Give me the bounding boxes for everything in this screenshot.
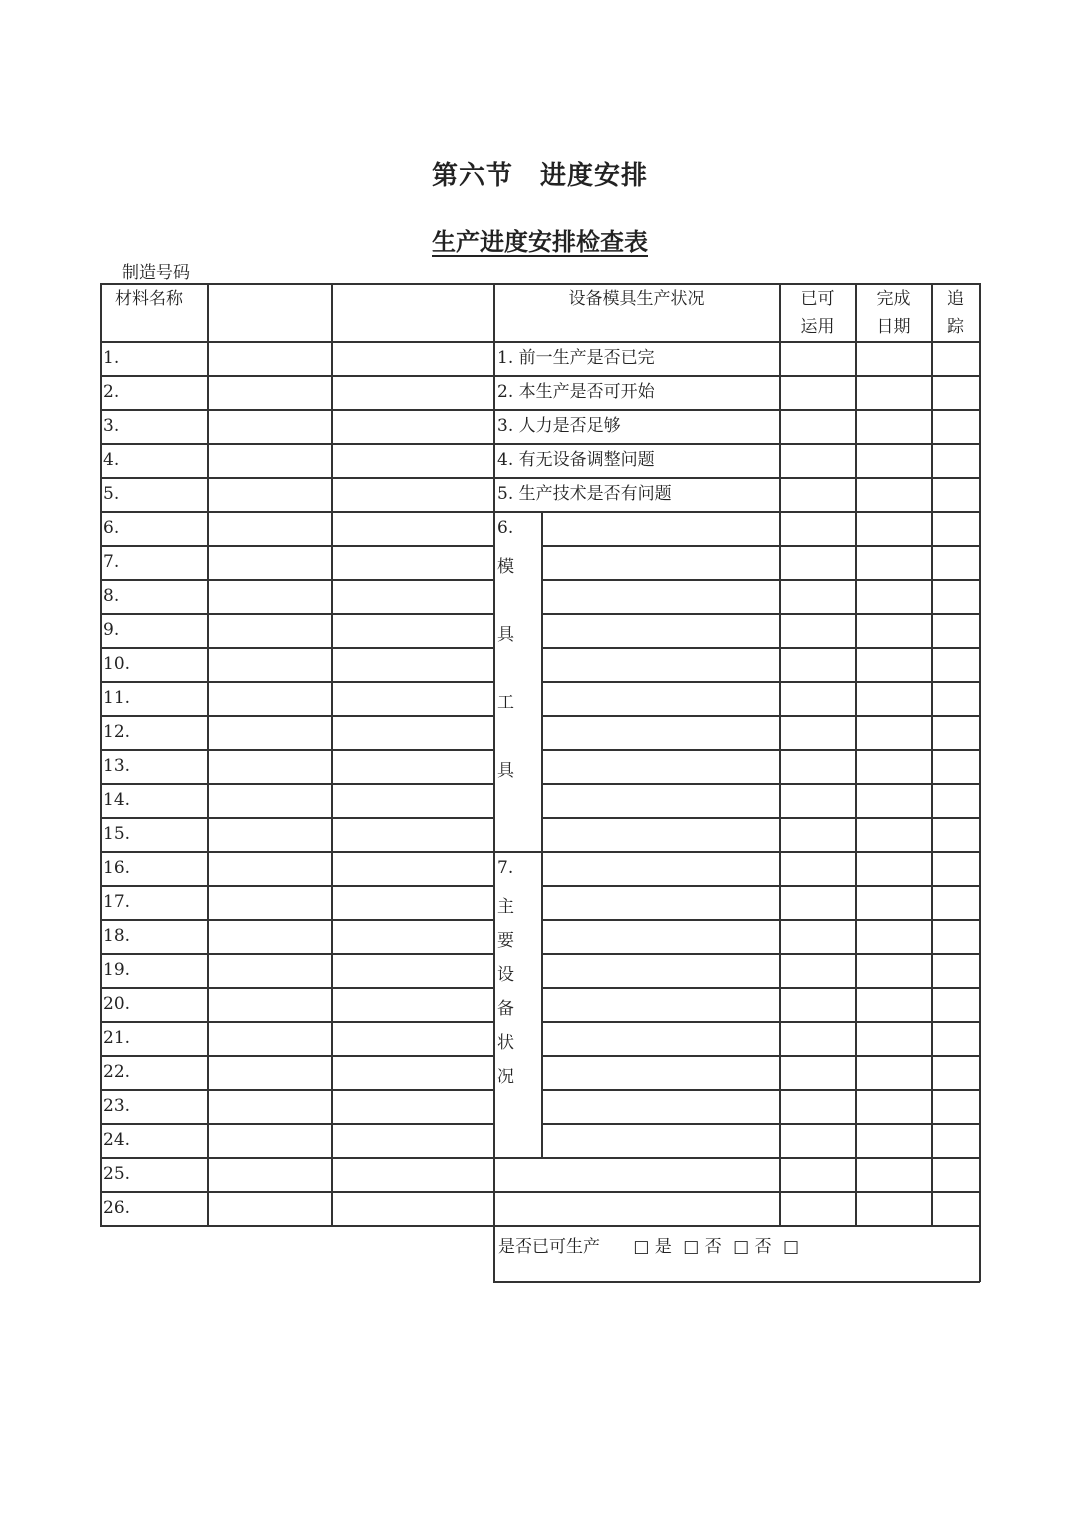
grid-line [100, 1089, 494, 1091]
mold-tools-label-char: 具 [497, 625, 514, 645]
grid-line [100, 1055, 494, 1057]
row-number: 12. [103, 722, 131, 742]
row-number: 23. [103, 1096, 131, 1116]
mfg-number-label: 制造号码 [122, 263, 190, 283]
grid-line [100, 749, 494, 751]
grid-line [100, 613, 494, 615]
row-number: 5. [103, 484, 120, 504]
row-number: 6. [103, 518, 120, 538]
grid-line [207, 283, 209, 1226]
row-number: 21. [103, 1028, 131, 1048]
mold-tools-label-char: 模 [497, 557, 514, 577]
grid-line [493, 283, 495, 1282]
production-ready-row [498, 1232, 805, 1257]
row-number: 8. [103, 586, 120, 606]
grid-line [100, 885, 494, 887]
row-number: 7. [103, 552, 120, 572]
row-number: 24. [103, 1130, 131, 1150]
grid-line [855, 283, 857, 1226]
header-material-name: 材料名称 [115, 289, 183, 309]
grid-line [331, 283, 333, 1226]
grid-line [541, 545, 980, 547]
grid-line [541, 1055, 980, 1057]
grid-line [541, 885, 980, 887]
grid-line [100, 1225, 980, 1227]
grid-line [100, 681, 494, 683]
row-number: 11. [103, 688, 131, 708]
grid-line [541, 715, 980, 717]
header-completion-1: 完成 [876, 289, 911, 309]
grid-line [541, 987, 980, 989]
grid-line [100, 919, 494, 921]
mold-tools-label-char: 6. [497, 518, 514, 538]
row-number: 2. [103, 382, 120, 402]
grid-line [541, 919, 980, 921]
grid-line [541, 613, 980, 615]
row-number: 26. [103, 1198, 131, 1218]
check-item: 4. 有无设备调整问题 [497, 450, 655, 470]
option-no-checkbox[interactable]: □ 否 [683, 1237, 722, 1257]
header-available-2: 运用 [800, 317, 835, 337]
grid-line [100, 545, 494, 547]
equipment-label-char: 要 [497, 931, 514, 951]
table-left-border [100, 283, 102, 1226]
check-item: 1. 前一生产是否已完 [497, 348, 655, 368]
option-yes-checkbox[interactable]: □ 是 [633, 1237, 672, 1257]
table-right-border [979, 283, 981, 1282]
grid-line [100, 477, 980, 479]
row-number: 3. [103, 416, 120, 436]
grid-line [100, 715, 494, 717]
table-top-border [100, 283, 980, 285]
grid-line [100, 1123, 494, 1125]
grid-line [541, 1089, 980, 1091]
row-number: 9. [103, 620, 120, 640]
equipment-label-char: 备 [497, 999, 514, 1019]
row-number: 13. [103, 756, 131, 776]
grid-line [100, 953, 494, 955]
production-ready-question: 是否已可生产 [498, 1237, 600, 1257]
grid-line [100, 647, 494, 649]
row-number: 15. [103, 824, 131, 844]
grid-line [541, 647, 980, 649]
check-item: 3. 人力是否足够 [497, 416, 621, 436]
grid-line [541, 749, 980, 751]
mold-tools-label-char: 具 [497, 761, 514, 781]
header-tracking-1: 追 [947, 289, 964, 309]
grid-line [100, 851, 980, 853]
header-bottom-border [100, 341, 980, 343]
header-available-1: 已可 [800, 289, 835, 309]
equipment-label-char: 设 [497, 965, 514, 985]
header-status: 设备模具生产状况 [568, 289, 705, 309]
equipment-label-char: 7. [497, 858, 514, 878]
grid-line [100, 783, 494, 785]
grid-line [100, 987, 494, 989]
grid-line [100, 443, 980, 445]
grid-line [541, 817, 980, 819]
row-number: 20. [103, 994, 131, 1014]
grid-line [541, 579, 980, 581]
grid-line [541, 1021, 980, 1023]
check-item: 2. 本生产是否可开始 [497, 382, 655, 402]
row-number: 18. [103, 926, 131, 946]
grid-line [541, 783, 980, 785]
row-number: 1. [103, 348, 120, 368]
row-number: 25. [103, 1164, 131, 1184]
row-number: 10. [103, 654, 131, 674]
grid-line [100, 409, 980, 411]
grid-line [100, 375, 980, 377]
equipment-label-char: 状 [497, 1033, 514, 1053]
grid-line [541, 1123, 980, 1125]
row-number: 16. [103, 858, 131, 878]
row-number: 22. [103, 1062, 131, 1082]
option-blank-checkbox[interactable]: □ [783, 1237, 800, 1257]
row-number: 17. [103, 892, 131, 912]
footer-bottom-border [493, 1281, 980, 1283]
row-number: 19. [103, 960, 131, 980]
option-no-checkbox-2[interactable]: □ 否 [733, 1237, 772, 1257]
header-tracking-2: 踪 [947, 317, 964, 337]
grid-line [100, 579, 494, 581]
grid-line [541, 681, 980, 683]
mold-tools-label-char: 工 [497, 693, 514, 713]
check-item: 5. 生产技术是否有问题 [497, 484, 672, 504]
equipment-label-char: 主 [497, 897, 514, 917]
row-number: 14. [103, 790, 131, 810]
grid-line [100, 817, 494, 819]
grid-line [100, 511, 980, 513]
grid-line [779, 283, 781, 1226]
sheet-title [0, 222, 1080, 257]
group-subdivider [541, 511, 543, 1158]
grid-line [931, 283, 933, 1226]
header-completion-2: 日期 [876, 317, 911, 337]
grid-line [100, 1021, 494, 1023]
grid-line [100, 1191, 980, 1193]
sheet-title-text: 生产进度安排检查表 [432, 228, 648, 256]
equipment-label-char: 况 [497, 1067, 514, 1087]
section-title: 第六节 进度安排 [431, 161, 648, 191]
grid-line [100, 1157, 980, 1159]
row-number: 4. [103, 450, 120, 470]
grid-line [541, 953, 980, 955]
